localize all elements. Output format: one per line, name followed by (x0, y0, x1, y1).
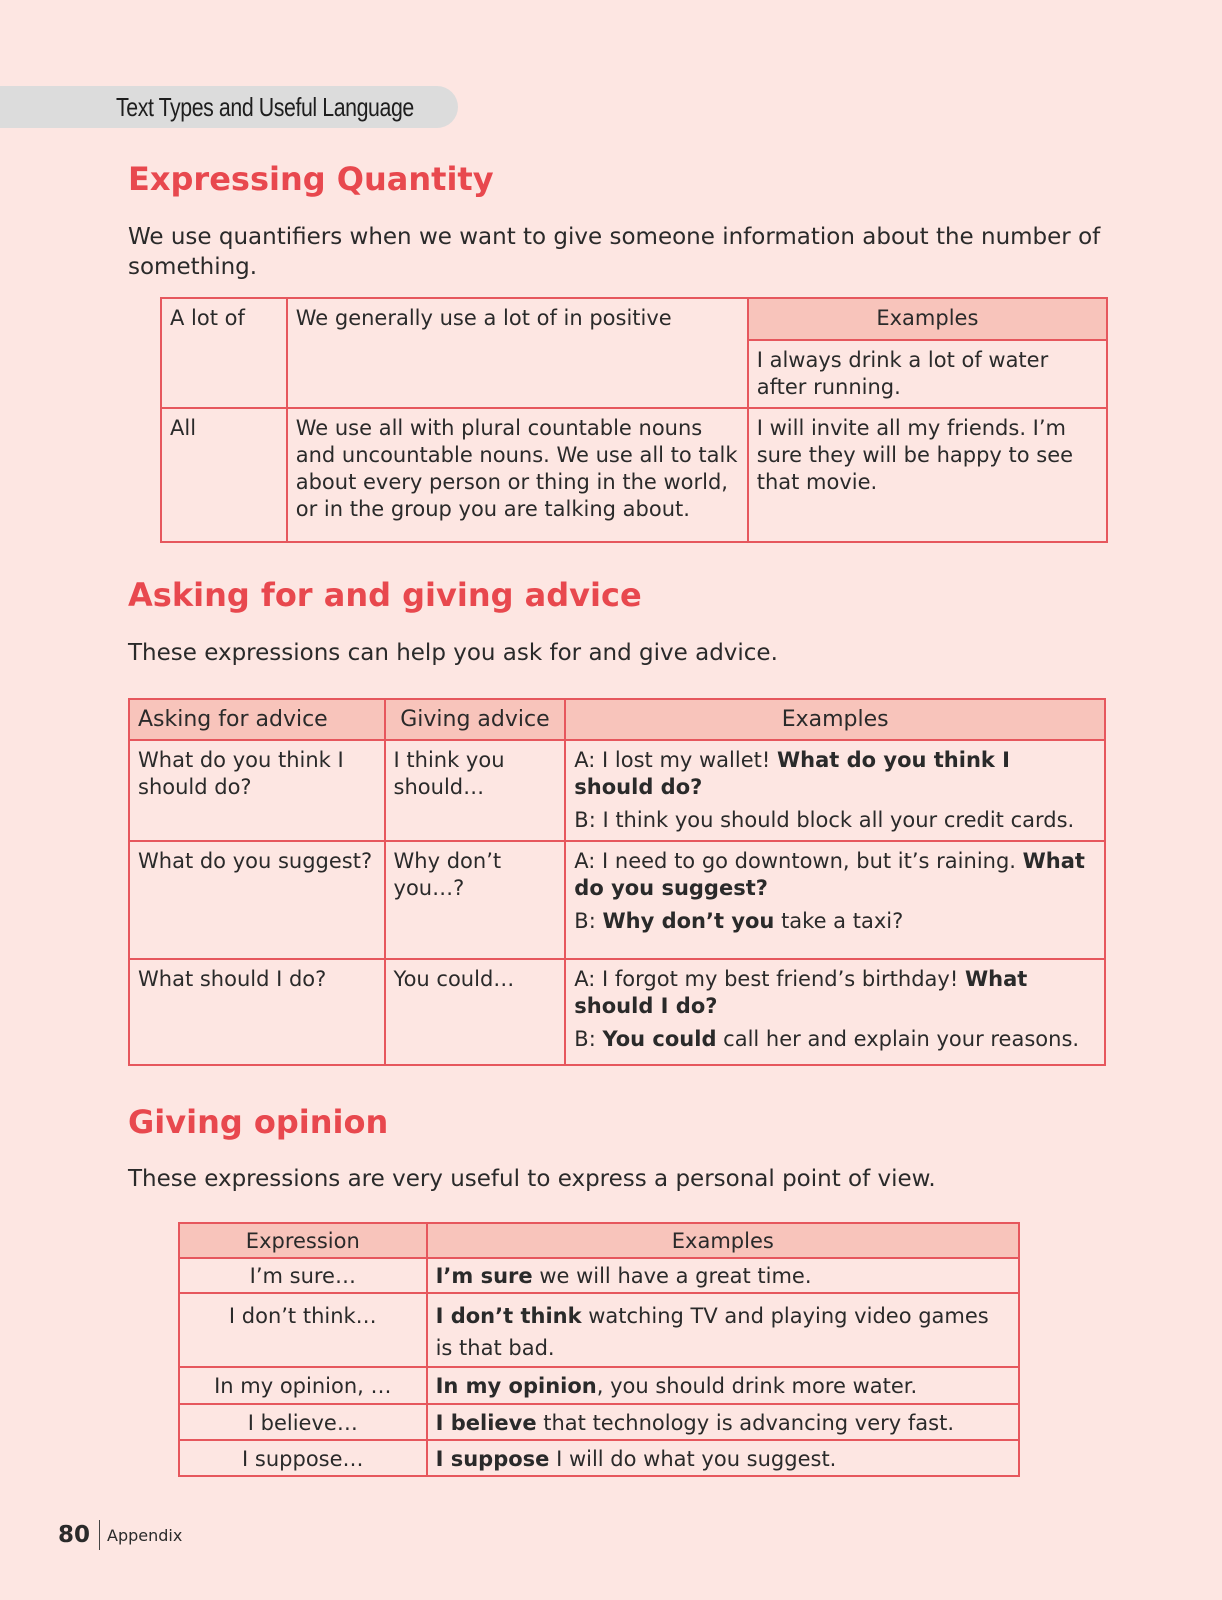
asking-cell: What do you think I should do? (129, 740, 385, 841)
example-line-b (574, 807, 1096, 834)
opinion-bold: I’m sure (435, 1264, 533, 1288)
example-b-bold: Why don’t you (602, 909, 775, 933)
footer-divider (99, 1520, 100, 1550)
expression-cell: I don’t think… (179, 1293, 427, 1367)
example-cell (565, 959, 1105, 1065)
quantity-usage: We use all with plural countable nouns and uncountable nouns. We use all to talk about every person or thing in the world, or in the group you are talking about. (287, 408, 748, 542)
example-cell (565, 841, 1105, 959)
header-examples: Examples (427, 1223, 1019, 1258)
opinion-example-cell (427, 1367, 1019, 1404)
section-title-giving-opinion: Giving opinion (128, 1103, 389, 1141)
quantity-usage: We generally use a lot of in positive (287, 298, 748, 408)
table-row (179, 1258, 1019, 1293)
asking-cell: What should I do? (129, 959, 385, 1065)
header-examples: Examples (565, 699, 1105, 740)
table-header-row (179, 1223, 1019, 1258)
example-a-bold: What should I do? (574, 967, 1028, 1018)
quantity-example: I always drink a lot of water after running. (748, 340, 1107, 408)
example-line-a (574, 848, 1096, 902)
example-b-text: B: (574, 909, 603, 933)
table-row (179, 1404, 1019, 1440)
example-a-text: A: I lost my wallet! (574, 748, 777, 772)
table-row (161, 298, 1107, 340)
giving-cell: You could… (385, 959, 566, 1065)
advice-table (128, 698, 1106, 1066)
header-asking-for-advice: Asking for advice (129, 699, 385, 740)
quantity-example: I will invite all my friends. I’m sure they will be happy to see that movie. (748, 408, 1107, 542)
footer-label: Appendix (107, 1526, 183, 1545)
example-a-text: A: I forgot my best friend’s birthday! (574, 967, 965, 991)
section-title-advice: Asking for and giving advice (128, 576, 642, 614)
opinion-rest: I will do what you suggest. (549, 1447, 837, 1471)
header-expression: Expression (179, 1223, 427, 1258)
table-row (129, 841, 1105, 959)
example-line-a (574, 747, 1096, 801)
opinion-rest: that technology is advancing very fast. (536, 1411, 955, 1435)
expression-cell: I’m sure… (179, 1258, 427, 1293)
opinion-example-cell (427, 1293, 1019, 1367)
section-title-expressing-quantity: Expressing Quantity (128, 160, 494, 198)
example-line-b (574, 1026, 1096, 1053)
example-b-rest: call her and explain your reasons. (716, 1027, 1080, 1051)
table-row (129, 959, 1105, 1065)
opinion-rest: , you should drink more water. (596, 1374, 918, 1398)
opinion-rest: we will have a great time. (532, 1264, 812, 1288)
table-row (129, 740, 1105, 841)
asking-cell: What do you suggest? (129, 841, 385, 959)
example-b-text: B: (574, 1027, 603, 1051)
giving-cell: Why don’t you…? (385, 841, 566, 959)
table-row (179, 1367, 1019, 1404)
page-header-title: Text Types and Useful Language (116, 92, 414, 122)
page-number: 80 (58, 1522, 91, 1548)
opinion-example-cell (427, 1404, 1019, 1440)
example-b-bold: You could (602, 1027, 717, 1051)
example-a-bold: What do you suggest? (574, 849, 1085, 900)
expression-cell: I believe… (179, 1404, 427, 1440)
expression-cell: In my opinion, … (179, 1367, 427, 1404)
section-intro-advice: These expressions can help you ask for and give advice. (128, 640, 778, 666)
opinion-bold: I don’t think (435, 1304, 582, 1328)
table-row (179, 1440, 1019, 1476)
opinion-example-cell (427, 1440, 1019, 1476)
example-cell (565, 740, 1105, 841)
quantity-table (160, 297, 1108, 543)
opinion-table (178, 1222, 1020, 1477)
example-b-rest: take a taxi? (774, 909, 904, 933)
section-intro-quantity: We use quantifiers when we want to give someone information about the number of something. (128, 224, 1101, 280)
table-header-row (129, 699, 1105, 740)
table-row (161, 408, 1107, 542)
giving-cell: I think you should… (385, 740, 566, 841)
example-line-a (574, 966, 1096, 1020)
opinion-bold: I suppose (435, 1447, 550, 1471)
example-a-text: A: I need to go downtown, but it’s raining. (574, 849, 1023, 873)
opinion-bold: In my opinion (435, 1374, 597, 1398)
section-intro-opinion: These expressions are very useful to express a personal point of view. (128, 1166, 936, 1192)
examples-header: Examples (748, 298, 1107, 340)
quantity-term: All (161, 408, 287, 542)
header-giving-advice: Giving advice (385, 699, 566, 740)
example-a-bold: What do you think I should do? (574, 748, 1010, 799)
table-row (179, 1293, 1019, 1367)
opinion-rest: watching TV and playing video games is that bad. (435, 1304, 989, 1360)
opinion-bold: I believe (435, 1411, 537, 1435)
example-line-b (574, 908, 1096, 935)
opinion-example-cell (427, 1258, 1019, 1293)
expression-cell: I suppose… (179, 1440, 427, 1476)
quantity-term: A lot of (161, 298, 287, 408)
example-b-text: B: I think you should block all your credit cards. (574, 808, 1075, 832)
